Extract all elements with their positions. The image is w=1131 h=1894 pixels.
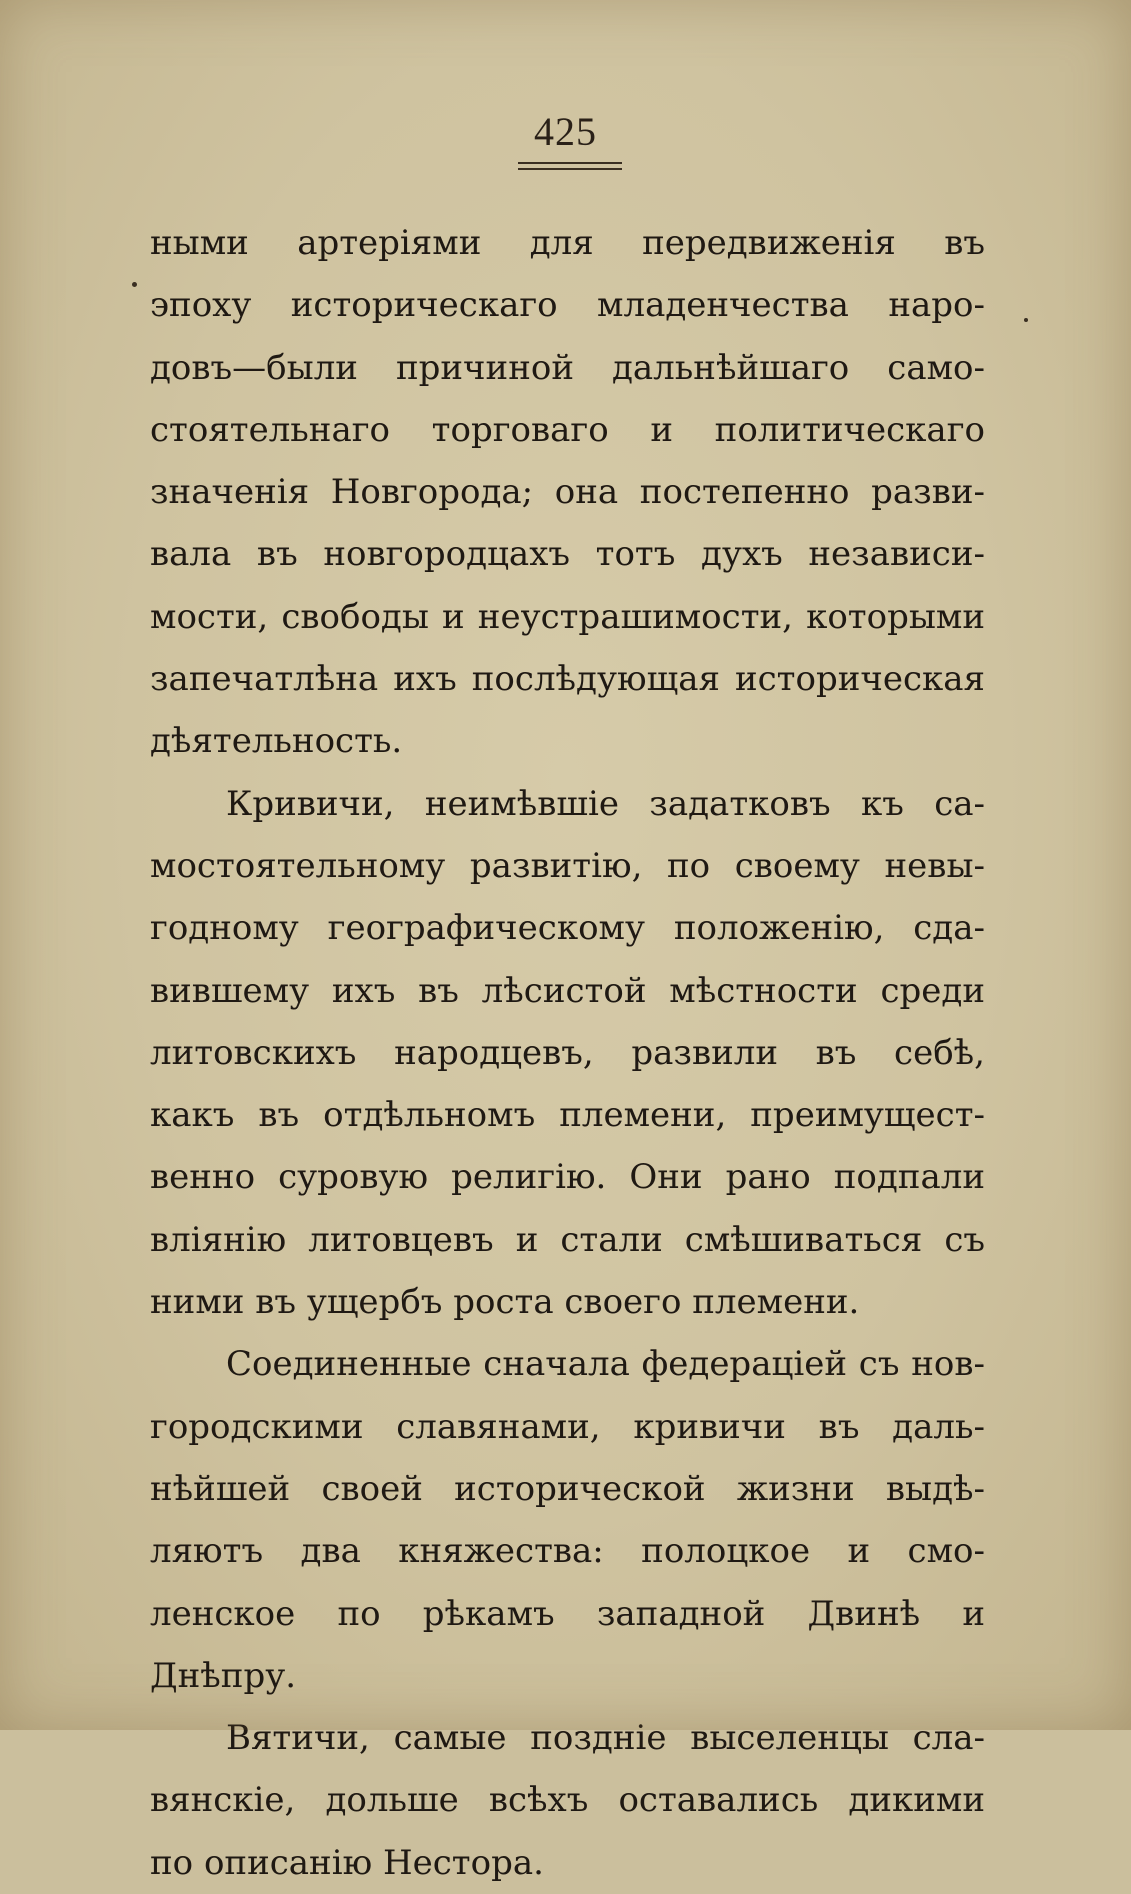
text-line: дѣятельность. [150, 721, 403, 762]
text-line: Днѣпру. [150, 1655, 297, 1696]
text-line: какъ въ отдѣльномъ племени, преимущест- [150, 1095, 985, 1136]
page-number-rule-bottom [518, 168, 622, 170]
body-text [150, 212, 985, 1894]
print-speck [132, 282, 137, 287]
text-line: ленское по рѣкамъ западной Двинѣ и [150, 1593, 985, 1634]
text-line: ними въ ущербъ роста своего племени. [150, 1282, 860, 1323]
paragraph-start-line: Кривичи, неимѣвшіе задатковъ къ са- [226, 783, 985, 824]
page-number: 425 [534, 109, 597, 154]
text-line: вала въ новгородцахъ тотъ духъ независи- [150, 534, 985, 575]
page-number-rule-top [518, 162, 622, 164]
paragraph-start-line: Вятичи, самые поздніе выселенцы сла- [226, 1718, 985, 1759]
text-line: мостоятельному развитію, по своему невы- [150, 845, 985, 886]
text-line: ными артеріями для передвиженія въ [150, 223, 985, 263]
text-line: венно суровую религію. Они рано подпали [150, 1157, 985, 1198]
text-line: литовскихъ народцевъ, развили въ себѣ, [150, 1032, 985, 1073]
text-line: нѣйшей своей исторической жизни выдѣ- [150, 1468, 985, 1509]
text-line: вянскіе, дольше всѣхъ оставались дикими [150, 1780, 985, 1821]
text-line: ляютъ два княжества: полоцкое и смо- [150, 1531, 985, 1572]
text-line: мости, свободы и неустрашимости, которыми [150, 596, 985, 637]
text-line: по описанію Нестора. [150, 1842, 544, 1883]
text-line: стоятельнаго торговаго и политическаго [150, 409, 985, 450]
text-line: эпоху историческаго младенчества наро- [150, 285, 985, 326]
paragraph-start-line: Соединенные сначала федераціей съ нов- [226, 1344, 985, 1385]
text-line: довъ—были причиной дальнѣйшаго само- [150, 347, 985, 388]
print-speck [1024, 318, 1028, 322]
text-line: значенія Новгорода; она постепенно разви- [150, 472, 985, 513]
text-line: запечатлѣна ихъ послѣдующая историческая [150, 659, 985, 700]
text-line: вліянію литовцевъ и стали смѣшиваться съ [150, 1219, 985, 1260]
text-line: городскими славянами, кривичи въ даль- [150, 1406, 985, 1447]
text-line: вившему ихъ въ лѣсистой мѣстности среди [150, 970, 985, 1011]
text-line: годному географическому положенію, сда- [150, 908, 985, 949]
